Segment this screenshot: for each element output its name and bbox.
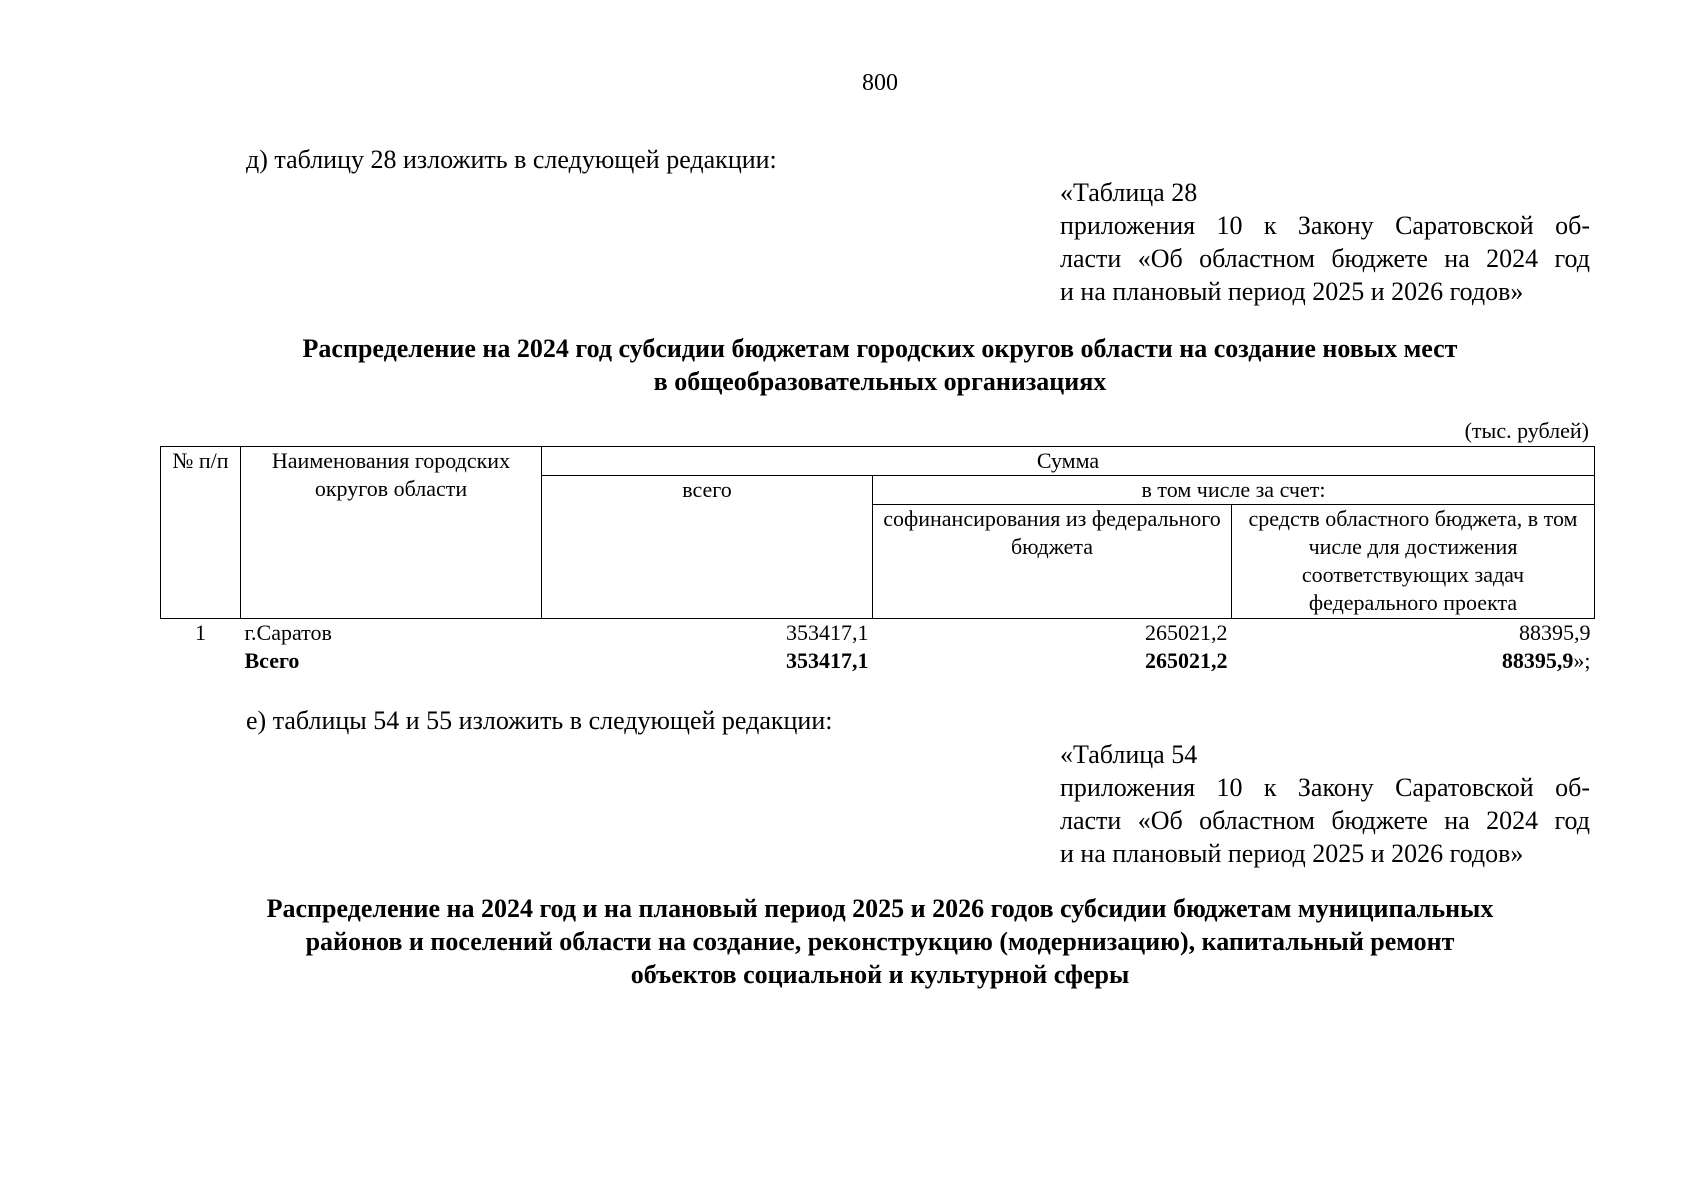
header-including: в том числе за счет: [873, 476, 1595, 505]
closing-quote: »; [1573, 648, 1591, 673]
total-label: Всего [244, 648, 300, 673]
heading-line: районов и поселений области на создание, реконструкцию (модернизацию), капитальный ремонт [305, 927, 1455, 956]
table-28-container [160, 446, 1594, 675]
table-54-heading [150, 892, 1610, 991]
total-regional: 88395,9 [1501, 648, 1574, 673]
reference-line: приложения 10 к Закону Саратовской об- [1060, 773, 1590, 802]
table-54-reference [1060, 738, 1590, 870]
reference-line: «Таблица 28 [1060, 178, 1198, 207]
header-sum: Сумма [542, 447, 1595, 476]
row-regional: 88395,9 [1519, 620, 1591, 645]
heading-line: объектов социальной и культурной сферы [630, 960, 1130, 989]
total-empty-cell [161, 647, 241, 675]
budget-table [160, 446, 1595, 675]
total-federal: 265021,2 [1145, 648, 1228, 673]
units-label: (тыс. рублей) [1464, 418, 1589, 443]
row-federal: 265021,2 [1145, 620, 1228, 645]
header-district-name: Наименования городских округов области [241, 447, 542, 619]
total-regional-cell [1232, 647, 1595, 675]
table-28-reference [1060, 176, 1590, 308]
header-number: № п/п [161, 447, 241, 619]
header-federal-cofinancing: софинансирования из федерального бюджета [873, 505, 1232, 619]
reference-line: и на плановый период 2025 и 2026 годов» [1060, 277, 1524, 306]
row-district: г.Саратов [244, 620, 332, 645]
instruction-d: д) таблицу 28 изложить в следующей редакции: [246, 145, 777, 174]
reference-line: приложения 10 к Закону Саратовской об- [1060, 211, 1590, 240]
table-28-heading [150, 332, 1610, 398]
header-regional-funds: средств областного бюджета, в том числе для достижения соответствующих задач федерального проекта [1232, 505, 1595, 619]
table-row [161, 619, 1595, 648]
total-sum: 353417,1 [786, 648, 869, 673]
reference-line: ласти «Об областном бюджете на 2024 год [1060, 244, 1590, 273]
reference-line: и на плановый период 2025 и 2026 годов» [1060, 839, 1524, 868]
heading-line: Распределение на 2024 год субсидии бюджетам городских округов области на создание новых мест [302, 334, 1458, 363]
reference-line: «Таблица 54 [1060, 740, 1198, 769]
row-total: 353417,1 [786, 620, 869, 645]
reference-line: ласти «Об областном бюджете на 2024 год [1060, 806, 1590, 835]
total-row [161, 647, 1595, 675]
row-number: 1 [195, 620, 206, 645]
heading-line: Распределение на 2024 год и на плановый период 2025 и 2026 годов субсидии бюджетам муниципальных [266, 894, 1494, 923]
header-total: всего [542, 476, 873, 619]
instruction-e: е) таблицы 54 и 55 изложить в следующей редакции: [246, 706, 833, 735]
page-number: 800 [862, 70, 898, 96]
heading-line: в общеобразовательных организациях [653, 367, 1107, 396]
